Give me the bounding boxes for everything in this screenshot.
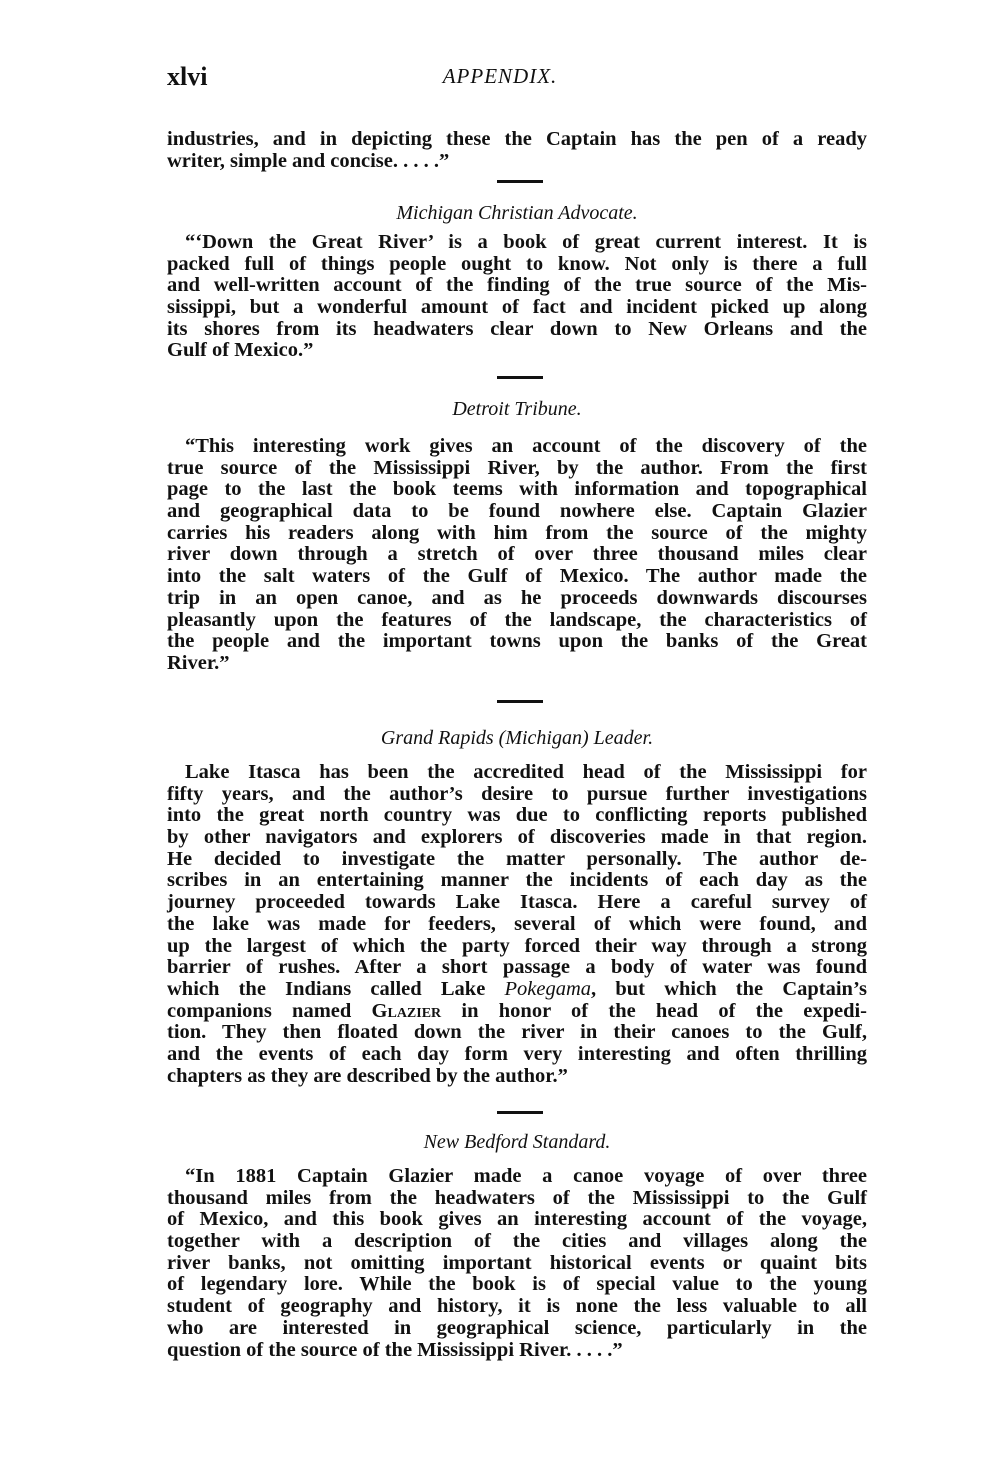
- text-line: River.”: [167, 651, 230, 674]
- text-segment: in honor of the head of the expedi-: [441, 999, 868, 1022]
- text-line: by other navigators and explorers of discoveries made in that region.: [167, 826, 867, 849]
- text-line: journey proceeded towards Lake Itasca. Here a careful survey of: [167, 891, 867, 914]
- text-line: into the great north country was due to conflicting reports published: [167, 804, 867, 827]
- text-line: barrier of rushes. After a short passage a body of water was found: [167, 956, 867, 979]
- text-line: sissippi, but a wonderful amount of fact and incident picked up along: [167, 296, 867, 319]
- text-line: up the largest of which the party forced their way through a strong: [167, 934, 867, 957]
- text-line: “‘Down the Great River’ is a book of great current interest. It is: [185, 231, 867, 253]
- text-line: thousand miles from the headwaters of the Mississippi to the Gulf: [167, 1186, 867, 1209]
- text-line: its shores from its headwaters clear down to New Orleans and the: [167, 317, 867, 340]
- text-line: the lake was made for feeders, several of which were found, and: [167, 912, 867, 935]
- text-line: true source of the Mississippi River, by the author. From the first: [167, 456, 867, 479]
- small-caps-text: Glazier: [371, 999, 442, 1022]
- text-line: pleasantly upon the features of the landscape, the characteristics of: [167, 608, 867, 631]
- section-heading: Grand Rapids (Michigan) Leader.: [380, 727, 654, 749]
- text-line: of legendary lore. While the book is of special value to the young: [167, 1273, 867, 1296]
- text-line: fifty years, and the author’s desire to pursue further investigations: [167, 782, 867, 805]
- text-line: together with a description of the cities and villages along the: [167, 1230, 867, 1253]
- text-line: packed full of things people ought to know. Not only is there a full: [167, 252, 867, 275]
- text-line: “In 1881 Captain Glazier made a canoe voyage of over three: [185, 1165, 867, 1187]
- text-line: He decided to investigate the matter personally. The author de-: [167, 847, 867, 870]
- text-line: page to the last the book teems with information and topographical: [167, 478, 867, 501]
- text-line: and well-written account of the finding of the true source of the Mis-: [167, 274, 867, 297]
- text-line: scribes in an entertaining manner the incidents of each day as the: [167, 869, 867, 892]
- text-line: tion. They then floated down the river in their canoes to the Gulf,: [167, 1021, 867, 1044]
- text-line: Lake Itasca has been the accredited head of the Mississippi for: [185, 761, 867, 783]
- text-line: river banks, not omitting important historical events or quaint bits: [167, 1251, 867, 1274]
- section-divider: [497, 1111, 543, 1114]
- text-line: and the events of each day form very interesting and often thrilling: [167, 1042, 867, 1065]
- text-line: who are interested in geographical science, particularly in the: [167, 1316, 867, 1339]
- section-2-body: [167, 436, 867, 675]
- section-3-body: [167, 762, 867, 1087]
- text-line: chapters as they are described by the author.”: [167, 1064, 568, 1087]
- text-line: into the salt waters of the Gulf of Mexico. The author made the: [167, 565, 867, 588]
- running-head: APPENDIX.: [442, 64, 558, 88]
- section-1-body: [167, 232, 867, 362]
- section-heading: New Bedford Standard.: [423, 1131, 611, 1153]
- section-divider: [497, 376, 543, 379]
- text-line: [167, 1001, 867, 1023]
- text-line: industries, and in depicting these the Captain has the pen of a ready: [167, 128, 867, 150]
- text-segment: , but which the Captain’s: [591, 977, 868, 1000]
- section-heading: Detroit Tribune.: [452, 398, 582, 420]
- section-0-body: [167, 129, 867, 172]
- text-line: the people and the important towns upon the banks of the Great: [167, 630, 867, 653]
- text-line: carries his readers along with him from the source of the mighty: [167, 521, 867, 544]
- text-segment: which the Indians called Lake: [167, 977, 505, 1000]
- text-line: “This interesting work gives an account of the discovery of the: [185, 435, 867, 457]
- text-line: question of the source of the Mississippi River. . . . .”: [167, 1338, 623, 1361]
- text-segment: companions named: [167, 999, 372, 1022]
- italic-text: Pokegama: [504, 977, 592, 1000]
- section-heading: Michigan Christian Advocate.: [396, 202, 638, 224]
- text-line: and geographical data to be found nowhere else. Captain Glazier: [167, 500, 867, 523]
- page-number: xlvi: [167, 62, 208, 91]
- text-line: student of geography and history, it is none the less valuable to all: [167, 1295, 867, 1318]
- text-line: Gulf of Mexico.”: [167, 339, 314, 362]
- section-divider: [497, 700, 543, 703]
- text-line: trip in an open canoe, and as he proceeds downwards discourses: [167, 586, 867, 609]
- text-line: river down through a stretch of over three thousand miles clear: [167, 543, 867, 566]
- text-line: writer, simple and concise. . . . .”: [167, 149, 450, 172]
- text-line: [167, 979, 867, 1001]
- section-4-body: [167, 1166, 867, 1361]
- section-divider: [497, 180, 543, 183]
- text-line: of Mexico, and this book gives an interesting account of the voyage,: [167, 1208, 867, 1231]
